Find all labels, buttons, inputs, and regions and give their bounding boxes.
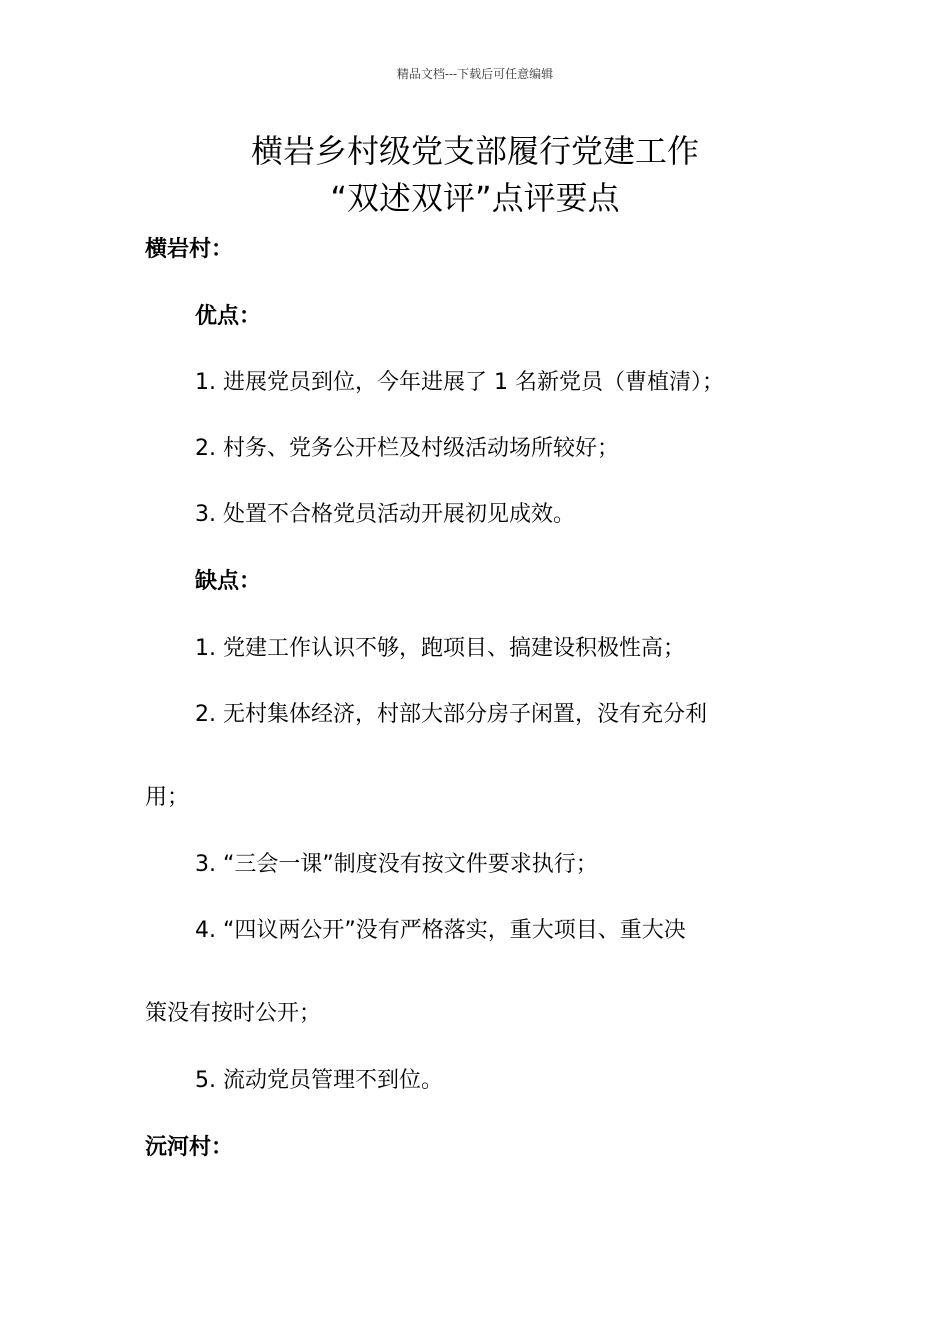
page-header: 精品文档---下载后可任意编辑 [396, 67, 554, 81]
strength-item: 2. 村务、党务公开栏及村级活动场所较好； [195, 436, 619, 461]
village-heading-hengyan: 横岩村： [145, 237, 234, 262]
strengths-label: 优点： [195, 304, 262, 329]
weakness-item: 1. 党建工作认识不够，跑项目、搞建设积极性高； [195, 636, 685, 661]
weakness-item: 5. 流动党员管理不到位。 [195, 1068, 443, 1093]
weakness-item: 4. “四议两公开”没有严格落实，重大项目、重大决 [195, 918, 686, 943]
weakness-item-continued: 用； [145, 785, 190, 810]
strength-item: 3. 处置不合格党员活动开展初见成效。 [195, 502, 575, 527]
weakness-item-continued: 策没有按时公开； [145, 1001, 322, 1026]
document-title-line-1: 横岩乡村级党支部履行党建工作 [250, 132, 699, 170]
document-title-line-2: “双述双评”点评要点 [330, 179, 620, 217]
weakness-item: 2. 无村集体经济，村部大部分房子闲置，没有充分利 [195, 702, 707, 727]
village-heading-yuanhe: 沅河村： [145, 1135, 234, 1160]
weaknesses-label: 缺点： [195, 569, 262, 594]
weakness-item: 3. “三会一课”制度没有按文件要求执行； [195, 852, 598, 877]
strength-item: 1. 进展党员到位，今年进展了 1 名新党员（曹植清）； [195, 370, 724, 395]
